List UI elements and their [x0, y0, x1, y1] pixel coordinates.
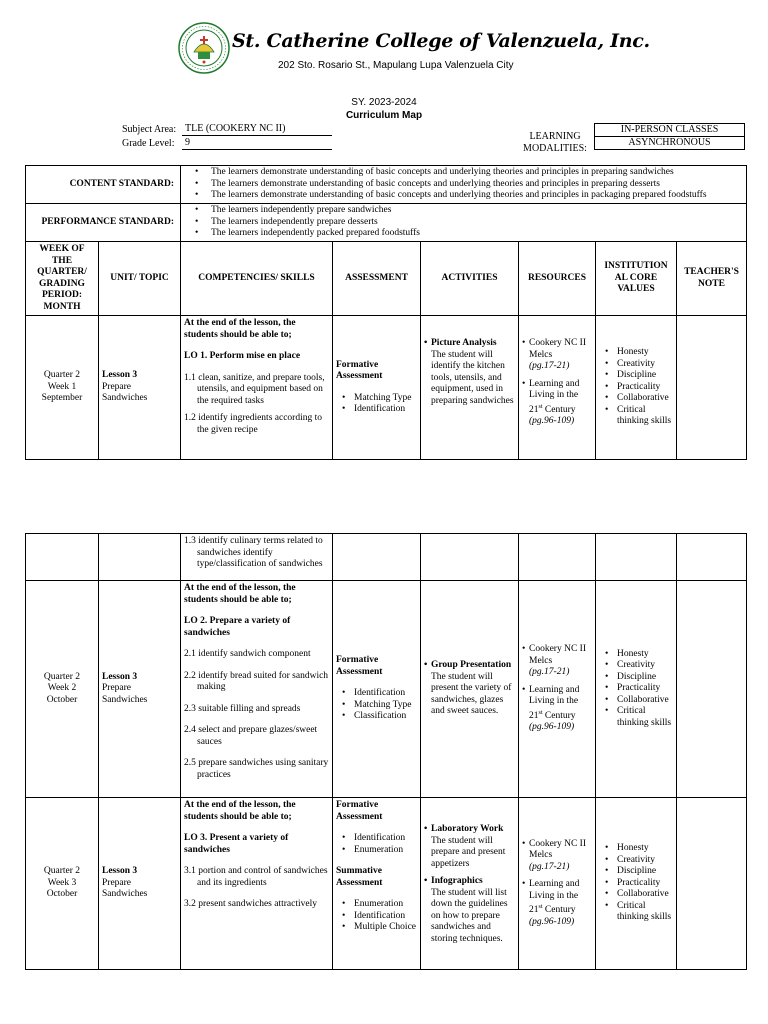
activity-description: The student will prepare and present appetizers [431, 835, 506, 869]
header-competencies: COMPETENCIES/ SKILLS [181, 242, 333, 316]
resource-item: • Cookery NC II Melcs [522, 644, 592, 667]
week-cell [26, 316, 99, 460]
resource-item: • Cookery NC II Melcs [522, 839, 592, 862]
teachers-note-cell [677, 581, 747, 798]
resource-item: • Cookery NC II Melcs [522, 338, 592, 361]
resources-cell [519, 798, 596, 970]
school-name: St. Catherine College of Valenzuela, Inc. [232, 30, 650, 52]
grade-level-value: 9 [182, 137, 332, 150]
week-text: Week 3 [47, 877, 77, 888]
core-value-item: • Critical thinking skills [605, 405, 673, 428]
assessment-title: Formative Assessment [336, 655, 383, 677]
competency-item: 1.3 identify culinary terms related to sandwiches identify type/classification of sandwiches [184, 536, 323, 569]
competencies-cell [181, 316, 333, 460]
activities-cell [421, 581, 519, 798]
core-value-item: • Practicality [605, 878, 673, 890]
modality: IN-PERSON CLASSES [595, 124, 745, 137]
week-cell [26, 798, 99, 970]
lesson-text: Lesson 3 [102, 671, 138, 682]
modality: ASYNCHRONOUS [595, 137, 745, 150]
resources-cell [519, 534, 596, 581]
competency-item: 2.1 identify sandwich component [184, 649, 311, 659]
resource-pages: (pg.17-21) [529, 361, 570, 371]
assessment-cell [333, 316, 421, 460]
resource-item: • Learning and Living in the 21st Century [522, 685, 592, 723]
activity-title: • Group Presentation [424, 660, 515, 672]
core-values-cell [596, 534, 677, 581]
core-value-item: • Discipline [605, 866, 673, 878]
grade-level-label: Grade Level: [122, 138, 175, 149]
resources-cell [519, 316, 596, 460]
assessment-item: • Identification [342, 911, 417, 923]
week-cell [26, 581, 99, 798]
content-standard-list [181, 166, 747, 204]
content-standard-item: • The learners demonstrate understanding of basic concepts and underlying theories and principles in preparing sandwiches [195, 167, 744, 179]
assessment-item: • Matching Type [342, 393, 417, 405]
week-cell [26, 534, 99, 581]
core-values-cell [596, 798, 677, 970]
quarter-text: Quarter 2 [43, 671, 81, 682]
unit-cell [99, 316, 181, 460]
activity-title: • Picture Analysis [424, 338, 515, 350]
topic-text: Prepare [102, 877, 132, 888]
core-value-item: • Honesty [605, 649, 673, 661]
subject-area-value: TLE (COOKERY NC II) [182, 123, 332, 136]
core-value-item: • Collaborative [605, 695, 673, 707]
core-value-item: • Critical thinking skills [605, 706, 673, 729]
activities-cell [421, 798, 519, 970]
core-value-item: • Creativity [605, 359, 673, 371]
competency-item: 2.5 prepare sandwiches using sanitary practices [184, 758, 329, 780]
assessment-item: • Identification [342, 404, 417, 416]
core-value-item: • Discipline [605, 370, 673, 382]
month-text: October [46, 889, 78, 900]
unit-cell [99, 581, 181, 798]
assessment-item: • Identification [342, 833, 417, 845]
week-text: Week 1 [47, 381, 77, 392]
performance-standard-item: • The learners independently prepare sandwiches [195, 205, 744, 217]
subject-area-label: Subject Area: [122, 124, 177, 135]
table-row [26, 316, 747, 460]
resource-item: • Learning and Living in the 21st Century [522, 379, 592, 417]
learning-outcome: LO 1. Perform mise en place [184, 351, 301, 361]
core-value-item: • Collaborative [605, 889, 673, 901]
lesson-text: Lesson 3 [102, 370, 138, 381]
core-value-item: • Practicality [605, 683, 673, 695]
school-header [0, 22, 768, 82]
assessment-item: • Matching Type [342, 700, 417, 712]
assessment-title: Formative Assessment [336, 800, 383, 822]
quarter-text: Quarter 2 [43, 370, 81, 381]
resource-pages: (pg.17-21) [529, 861, 570, 872]
competencies-cell [181, 798, 333, 970]
core-values-cell [596, 316, 677, 460]
competency-intro: At the end of the lesson, the students should be able to; [184, 800, 296, 822]
competency-item: 3.1 portion and control of sandwiches and its ingredients [184, 866, 328, 888]
performance-standard-list [181, 204, 747, 242]
resource-pages: (pg.96-109) [529, 916, 575, 927]
assessment-title: Summative Assessment [336, 866, 383, 888]
activities-cell [421, 316, 519, 460]
core-value-item: • Collaborative [605, 393, 673, 405]
assessment-cell [333, 581, 421, 798]
document-title: Curriculum Map [345, 110, 423, 121]
modalities-table [594, 123, 745, 150]
activity-title: • Infographics [424, 876, 515, 888]
resources-cell [519, 581, 596, 798]
unit-cell [99, 534, 181, 581]
quarter-text: Quarter 2 [43, 866, 81, 877]
core-value-item: • Discipline [605, 672, 673, 684]
topic-text: Prepare [102, 683, 132, 694]
activity-description: The student will list down the guidelines on how to prepare sandwiches and storing techniques. [431, 887, 508, 944]
assessment-item: • Multiple Choice [342, 922, 417, 934]
competency-intro: At the end of the lesson, the students should be able to; [184, 583, 296, 605]
competency-item: 1.1 clean, sanitize, and prepare tools, utensils, and equipment based on the required tasks [184, 372, 325, 406]
activity-description: The student will identify the kitchen tools, utensils, and equipment, used in preparing sandwiches [431, 349, 514, 406]
core-value-item: • Creativity [605, 855, 673, 867]
school-seal-logo [178, 22, 230, 74]
performance-standard-item: • The learners independently prepare desserts [195, 217, 744, 229]
competency-item: 2.4 select and prepare glazes/sweet sauces [184, 725, 318, 747]
header-unit: UNIT/ TOPIC [99, 242, 181, 316]
header-core-values: INSTITUTION AL CORE VALUES [596, 242, 677, 316]
curriculum-map-table-page1 [25, 165, 747, 460]
resource-pages: (pg.96-109) [529, 722, 575, 733]
competency-intro: At the end of the lesson, the students should be able to; [184, 318, 296, 340]
assessment-item: • Enumeration [342, 899, 417, 911]
assessment-cell [333, 534, 421, 581]
teachers-note-cell [677, 798, 747, 970]
teachers-note-cell [677, 316, 747, 460]
competencies-cell [181, 534, 333, 581]
learning-outcome: LO 3. Present a variety of sandwiches [184, 833, 289, 855]
performance-standard-label: PERFORMANCE STANDARD: [26, 204, 181, 242]
resource-item: • Learning and Living in the 21st Century [522, 879, 592, 917]
topic-text: Sandwiches [102, 393, 148, 404]
school-address: 202 Sto. Rosario St., Mapulang Lupa Valenzuela City [278, 60, 514, 71]
learning-modalities-label: LEARNING MODALITIES: [523, 131, 587, 154]
topic-text: Prepare [102, 381, 132, 392]
core-values-cell [596, 581, 677, 798]
content-standard-label: CONTENT STANDARD: [26, 166, 181, 204]
assessment-title: Formative Assessment [336, 359, 383, 381]
core-value-item: • Critical thinking skills [605, 901, 673, 924]
assessment-cell [333, 798, 421, 970]
core-value-item: • Practicality [605, 382, 673, 394]
curriculum-map-table-page2 [25, 533, 747, 970]
lesson-text: Lesson 3 [102, 866, 138, 877]
content-standard-item: • The learners demonstrate understanding of basic concepts and underlying theories and principles in packaging prepared foodstuffs [195, 190, 744, 202]
header-activities: ACTIVITIES [421, 242, 519, 316]
assessment-item: • Identification [342, 688, 417, 700]
activity-description: The student will present the variety of sandwiches, glazes and sweet sauces. [431, 671, 512, 717]
table-row [26, 798, 747, 970]
core-value-item: • Honesty [605, 347, 673, 359]
competency-item: 3.2 present sandwiches attractively [184, 899, 317, 909]
teachers-note-cell [677, 534, 747, 581]
school-year: SY. 2023-2024 [351, 97, 417, 108]
activities-cell [421, 534, 519, 581]
assessment-item: • Enumeration [342, 845, 417, 857]
header-teachers-note: TEACHER'S NOTE [677, 242, 747, 316]
table-row [26, 581, 747, 798]
activity-title: • Laboratory Work [424, 824, 515, 836]
table-row [26, 534, 747, 581]
competency-item: 2.2 identify bread suited for sandwich making [184, 670, 329, 692]
content-standard-item: • The learners demonstrate understanding of basic concepts and underlying theories and principles in preparing desserts [195, 179, 744, 191]
core-value-item: • Creativity [605, 660, 673, 672]
resource-pages: (pg.96-109) [529, 416, 575, 427]
topic-text: Sandwiches [102, 694, 148, 705]
core-value-item: • Honesty [605, 843, 673, 855]
topic-text: Sandwiches [102, 889, 148, 900]
competency-item: 2.3 suitable filling and spreads [184, 703, 301, 714]
header-week: WEEK OF THE QUARTER/ GRADING PERIOD: MONTH [26, 242, 99, 316]
header-resources: RESOURCES [519, 242, 596, 316]
week-text: Week 2 [47, 683, 77, 694]
month-text: September [41, 393, 83, 404]
learning-outcome: LO 2. Prepare a variety of sandwiches [184, 616, 291, 638]
competency-item: 1.2 identify ingredients according to the given recipe [184, 413, 322, 435]
resource-pages: (pg.17-21) [529, 667, 570, 678]
assessment-item: • Classification [342, 711, 417, 723]
month-text: October [46, 694, 78, 705]
competencies-cell [181, 581, 333, 798]
unit-cell [99, 798, 181, 970]
header-assessment: ASSESSMENT [333, 242, 421, 316]
performance-standard-item: • The learners independently packed prepared foodstuffs [195, 228, 744, 240]
